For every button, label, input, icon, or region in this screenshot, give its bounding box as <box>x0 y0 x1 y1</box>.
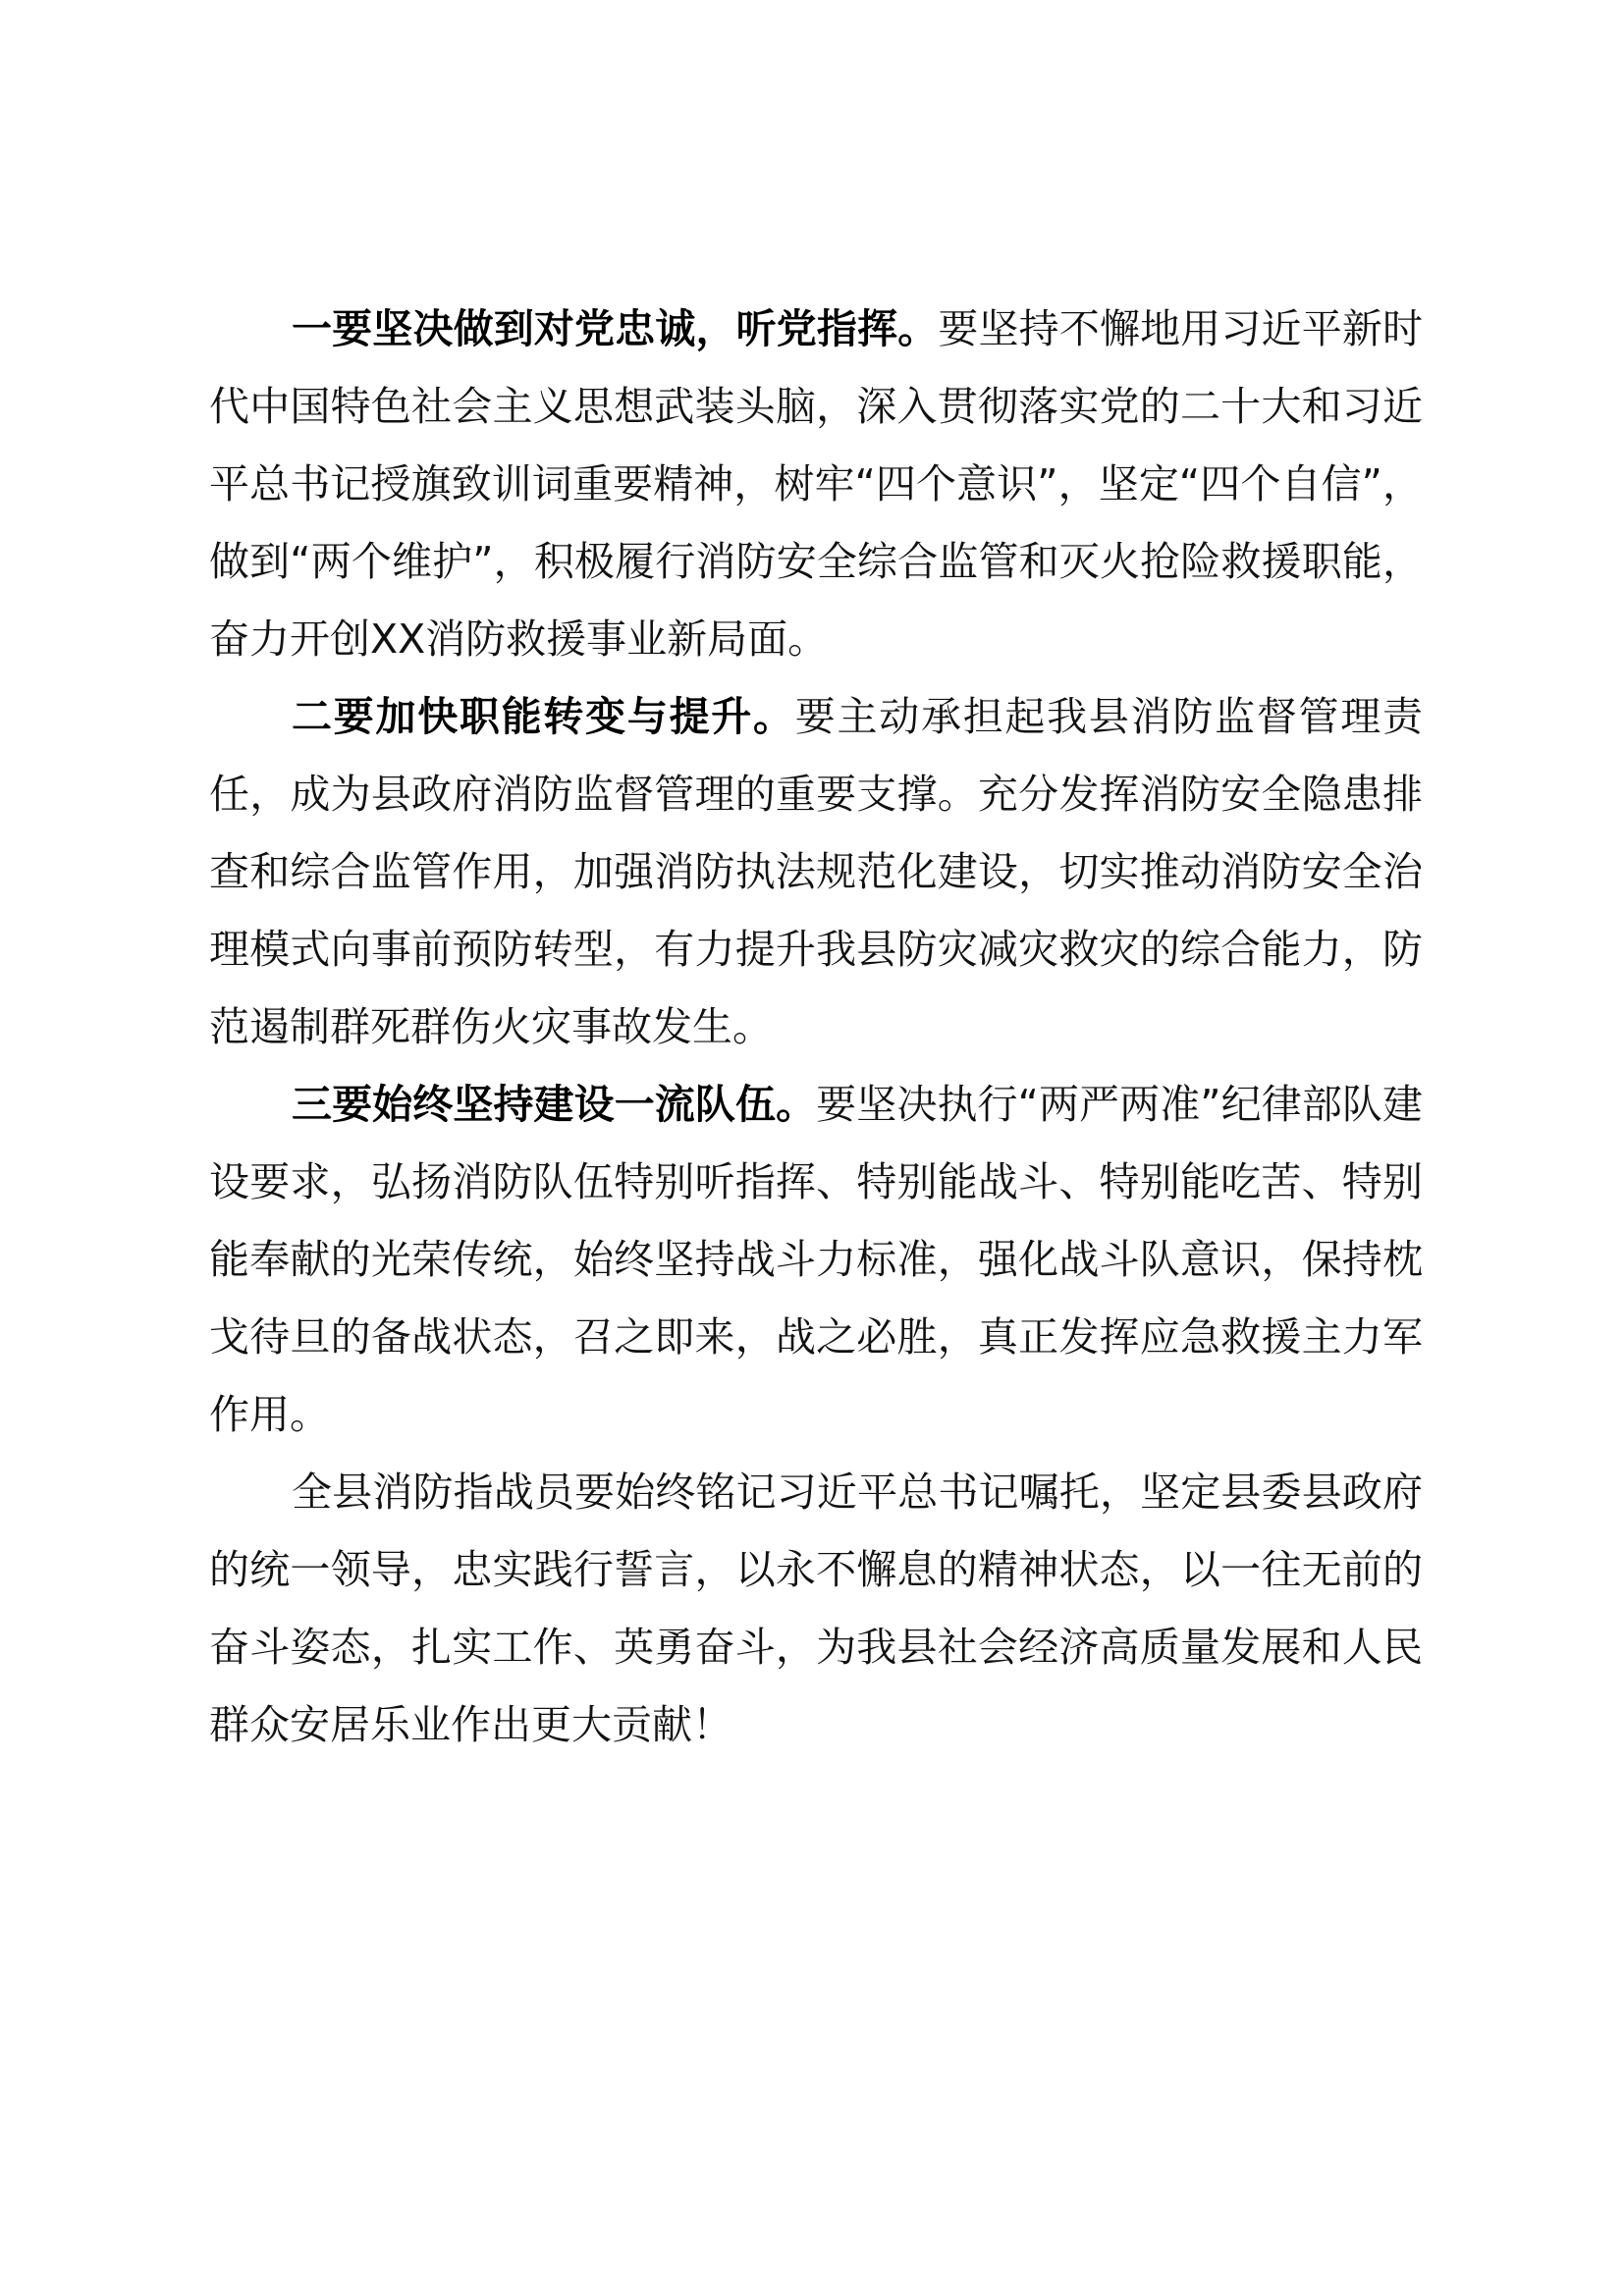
paragraph-text: 全县消防指战员要始终铭记习近平总书记嘱托，坚定县委县政府的统一领导，忠实践行誓言，以永不懈息的精神状态，以一往无前的奋斗姿态，扎实工作、英勇奋斗，为我县社会经济高质量发展和人民群众安居乐业作出更大贡献！ <box>209 1468 1423 1748</box>
paragraph-loyalty <box>209 291 1423 678</box>
paragraph-lead: 二要加快职能转变与提升。 <box>292 693 795 740</box>
paragraph-text: 要坚持不懈地用习近平新时代中国特色社会主义思想武装头脑，深入贯彻落实党的二十大和习近平总书记授旗致训词重要精神，树牢“四个意识”，坚定“四个自信”，做到“两个维护”，积极履行消防安全综合监管和灭火抢险救援职能，奋力开创XX消防救援事业新局面。 <box>209 305 1424 663</box>
paragraph-lead: 三要始终坚持建设一流队伍。 <box>292 1081 817 1128</box>
document-body <box>209 291 1423 1764</box>
paragraph-first-class-team <box>209 1066 1423 1454</box>
paragraph-lead: 一要坚决做到对党忠诚，听党指挥。 <box>292 305 939 352</box>
paragraph-text: 要坚决执行“两严两准”纪律部队建设要求，弘扬消防队伍特别听指挥、特别能战斗、特别能吃苦、特别能奉献的光荣传统，始终坚持战斗力标准，强化战斗队意识，保持枕戈待旦的备战状态，召之即来，战之必胜，真正发挥应急救援主力军作用。 <box>209 1081 1423 1438</box>
paragraph-text: 要主动承担起我县消防监督管理责任，成为县政府消防监督管理的重要支撑。充分发挥消防安全隐患排查和综合监管作用，加强消防执法规范化建设，切实推动消防安全治理模式向事前预防转型，有力提升我县防灾减灾救灾的综合能力，防范遏制群死群伤火灾事故发生。 <box>209 693 1424 1050</box>
paragraph-closing <box>209 1454 1423 1764</box>
paragraph-function-transformation <box>209 678 1423 1066</box>
